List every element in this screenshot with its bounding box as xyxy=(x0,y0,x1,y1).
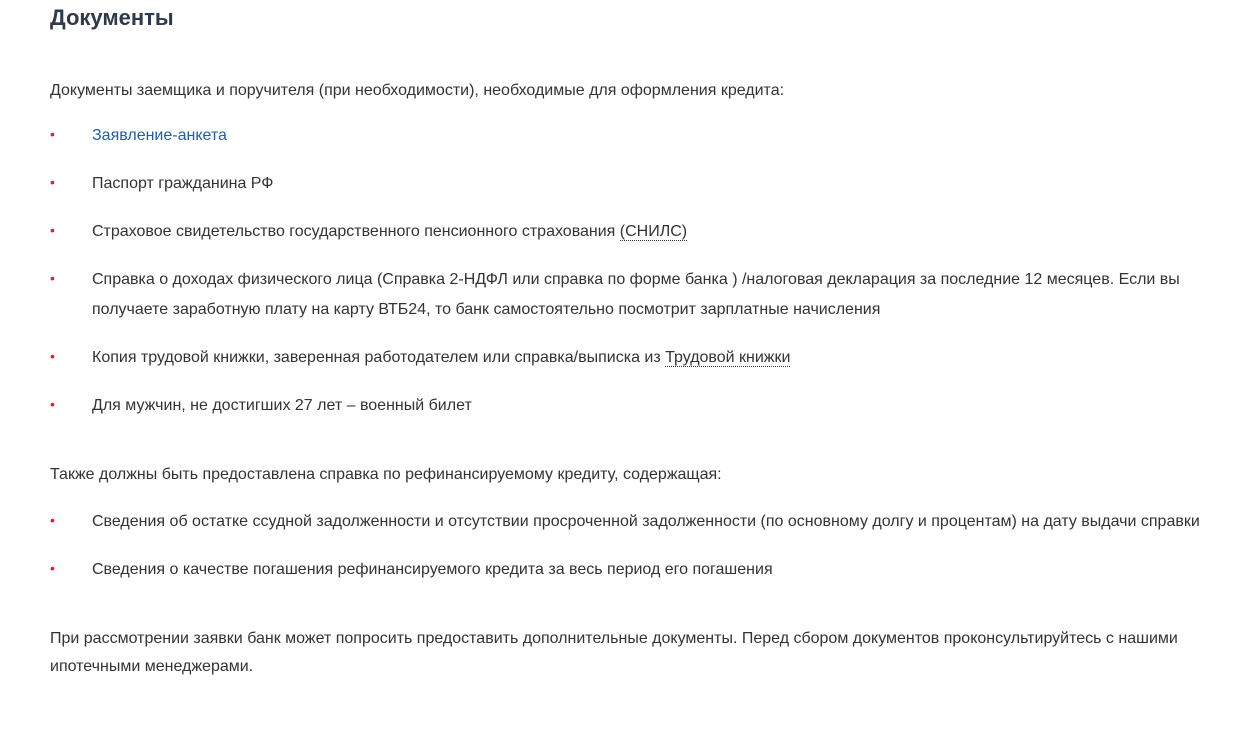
bullet-icon: • xyxy=(50,270,55,286)
refinance-intro: Также должны быть предоставлена справка по рефинансируемому кредиту, содержащая: xyxy=(50,466,722,483)
list-item xyxy=(50,391,1200,421)
list-item-text: Сведения о качестве погашения рефинансируемого кредита за весь период его погашения xyxy=(92,561,773,578)
documents-intro: Документы заемщика и поручителя (при необходимости), необходимые для оформления кредита: xyxy=(50,82,785,99)
list-item xyxy=(50,265,1200,325)
list-item xyxy=(50,507,1200,537)
application-form-link[interactable]: Заявление-анкета xyxy=(92,127,227,144)
section-title: Документы xyxy=(50,5,174,30)
list-item-text: Копия трудовой книжки, заверенная работодателем или справка/выписка из xyxy=(92,349,666,366)
list-item xyxy=(50,169,1200,199)
refinance-list xyxy=(50,507,1200,585)
list-item xyxy=(50,121,1200,151)
list-item-text: Для мужчин, не достигших 27 лет – военный билет xyxy=(92,397,472,414)
list-item xyxy=(50,217,1200,247)
bullet-icon: • xyxy=(50,222,55,238)
list-item-text: Паспорт гражданина РФ xyxy=(92,175,274,192)
list-item-text: Сведения об остатке ссудной задолженности и отсутствии просроченной задолженности (по основному долгу и процентам) на дату выдачи справки xyxy=(92,513,1200,530)
documents-section xyxy=(50,0,1200,681)
bullet-icon: • xyxy=(50,126,55,142)
list-item xyxy=(50,555,1200,585)
work-book-term[interactable]: Трудовой книжки xyxy=(665,349,791,366)
snils-term[interactable]: (СНИЛС) xyxy=(619,223,688,240)
list-item xyxy=(50,343,1200,373)
bullet-icon: • xyxy=(50,512,55,528)
list-item-text: Справка о доходах физического лица (Справка 2-НДФЛ или справка по форме банка ) /налоговая декларация за последние 12 месяцев. Если вы получаете заработную плату на карту ВТБ24, то банк самостоятельно посмотрит зарплатные начисления xyxy=(92,271,1180,318)
bullet-icon: • xyxy=(50,560,55,576)
footer-note: При рассмотрении заявки банк может попросить предоставить дополнительные документы. Перед сбором документов проконсультируйтесь с нашими ипотечными менеджерами. xyxy=(50,630,1178,675)
documents-list xyxy=(50,121,1200,421)
bullet-icon: • xyxy=(50,348,55,364)
bullet-icon: • xyxy=(50,396,55,412)
list-item-text: Страховое свидетельство государственного пенсионного страхования xyxy=(92,223,620,240)
bullet-icon: • xyxy=(50,174,55,190)
